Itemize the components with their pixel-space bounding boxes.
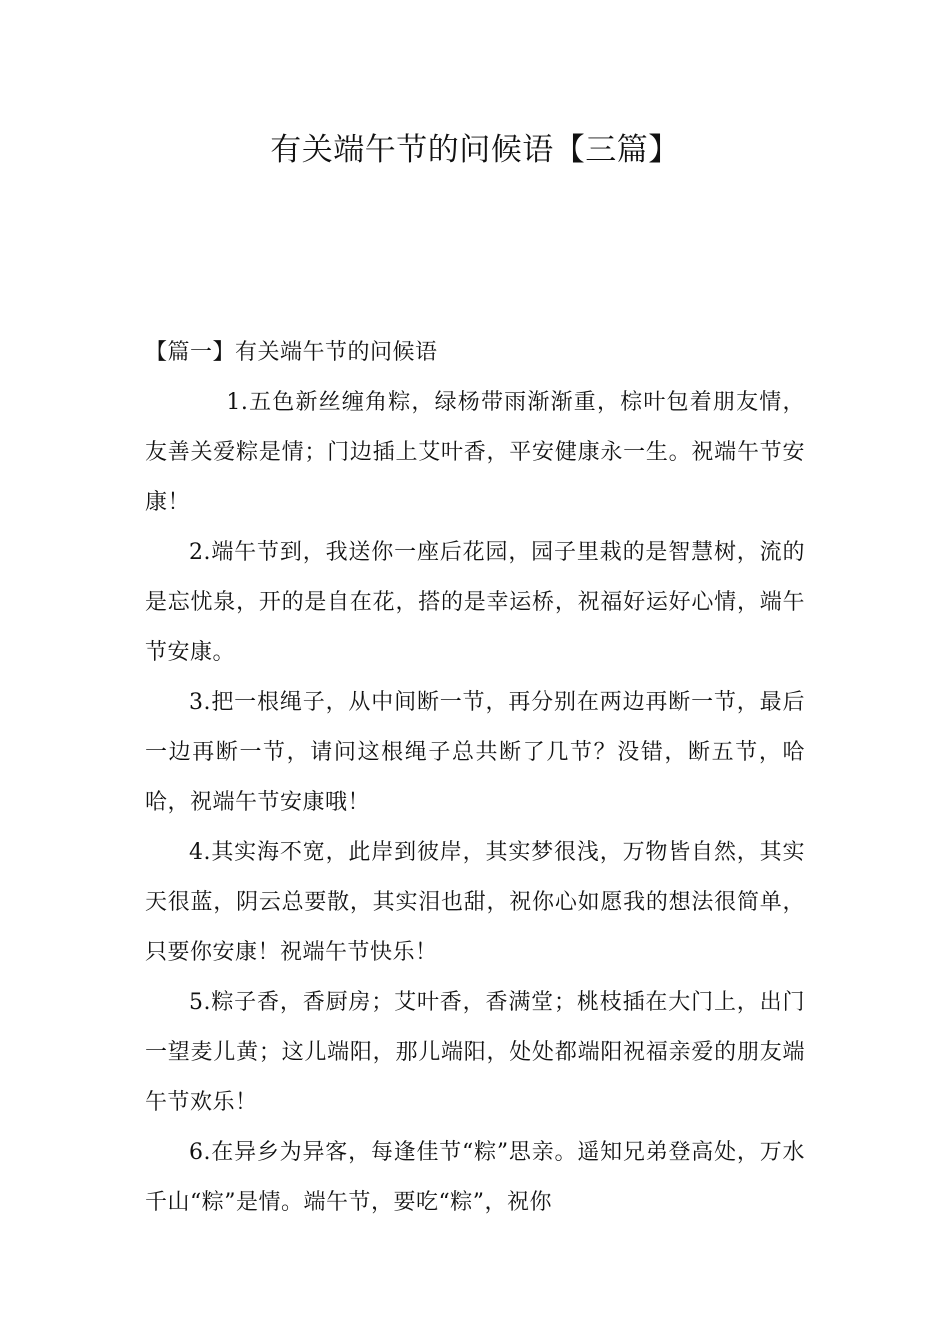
paragraph-6: 6.在异乡为异客，每逢佳节“粽”思亲。遥知兄弟登高处，万水千山“粽”是情。端午节，要吃“粽”，祝你 [145, 1140, 805, 1215]
document-body [145, 328, 805, 1228]
paragraph-3: 3.把一根绳子，从中间断一节，再分别在两边再断一节，最后一边再断一节，请问这根绳子总共断了几节？没错，断五节，哈哈，祝端午节安康哦！ [145, 690, 805, 815]
paragraph-4: 4.其实海不宽，此岸到彼岸，其实梦很浅，万物皆自然，其实天很蓝，阴云总要散，其实泪也甜，祝你心如愿我的想法很简单，只要你安康！祝端午节快乐！ [145, 840, 805, 965]
section-heading: 【篇一】有关端午节的问候语 [145, 340, 438, 365]
paragraph-5: 5.粽子香，香厨房；艾叶香，香满堂；桃枝插在大门上，出门一望麦儿黄；这儿端阳，那儿端阳，处处都端阳祝福亲爱的朋友端午节欢乐！ [145, 990, 805, 1115]
paragraph-2: 2.端午节到，我送你一座后花园，园子里栽的是智慧树，流的是忘忧泉，开的是自在花，搭的是幸运桥，祝福好运好心情，端午节安康。 [145, 540, 805, 665]
document-title: 有关端午节的问候语【三篇】 [270, 132, 680, 168]
paragraph-1: 1.五色新丝缠角粽，绿杨带雨渐渐重，棕叶包着朋友情，友善关爱粽是情；门边插上艾叶香，平安健康永一生。祝端午节安康！ [145, 390, 805, 515]
